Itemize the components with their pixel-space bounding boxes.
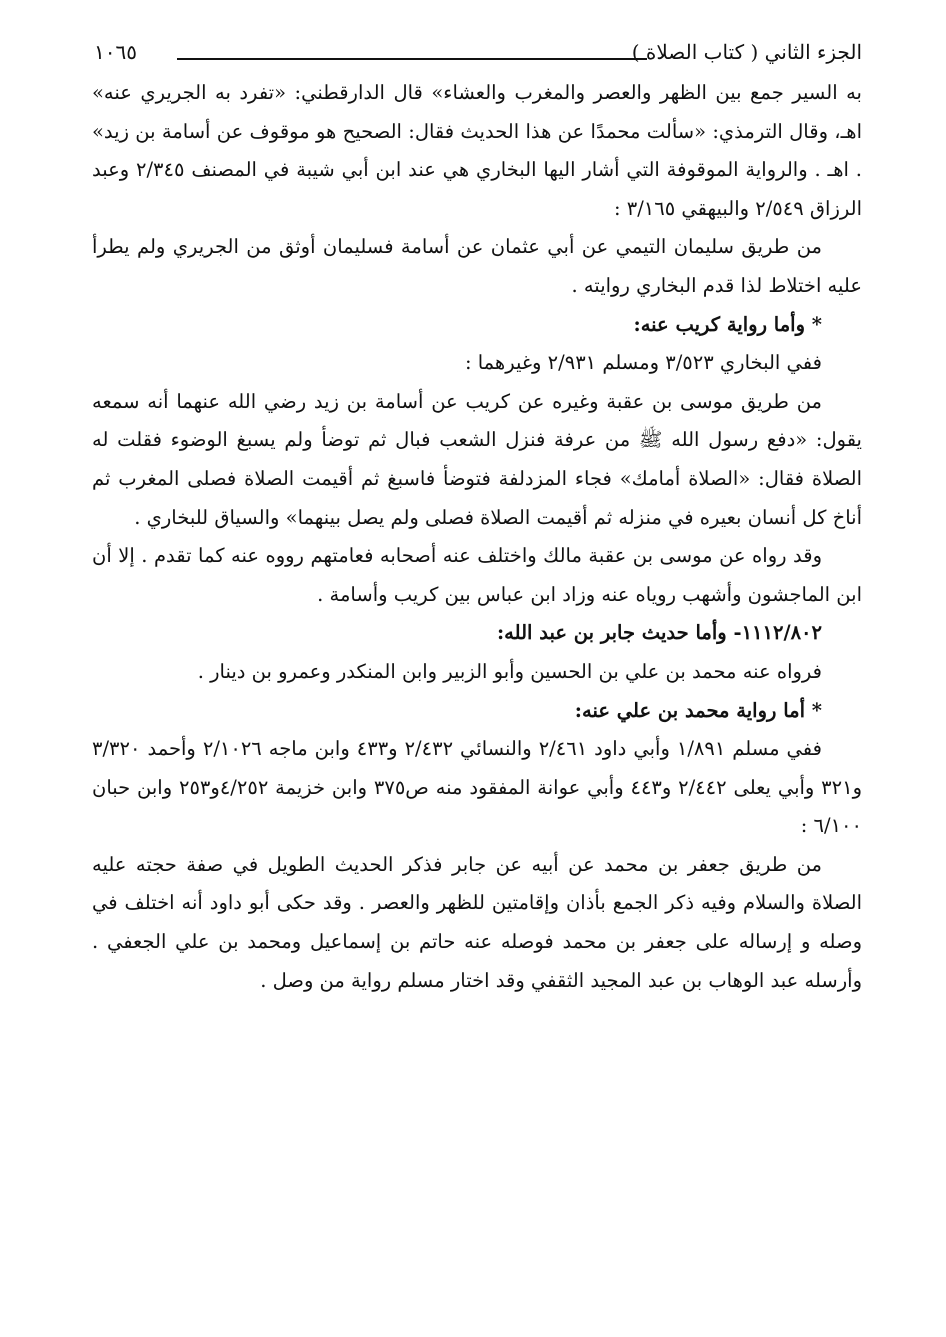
running-title: الجزء الثاني ( كتاب الصلاة ): [631, 40, 862, 64]
page-header: [92, 28, 862, 74]
paragraph-continuation: به السير جمع بين الظهر والعصر والمغرب والعشاء» قال الدارقطني: «تفرد به الجريري عنه» اهـ، وقال الترمذي: «سألت محمدًا عن هذا الحديث فقال: الصحيح هو موقوف عن أسامة بن زيد» . اهـ . والرواية الموقوفة التي أشار اليها البخاري هي عند ابن أبي شيبة في المصنف ٢/٣٤٥ وعبد الرزاق ٢/٥٤٩ والبيهقي ٣/١٦٥ :: [92, 81, 862, 220]
paragraph-sulayman-chain: من طريق سليمان التيمي عن أبي عثمان عن أسامة فسليمان أوثق من الجريري ولم يطرأ عليه اختلاط لذا قدم البخاري روايته .: [92, 235, 862, 297]
paragraph-muhammad-sources: ففي مسلم ١/٨٩١ وأبي داود ٢/٤٦١ والنسائي ٢/٤٣٢ و٤٣٣ وابن ماجه ٢/١٠٢٦ وأحمد ٣/٣٢٠ و٣٢١ وأبي يعلى ٢/٤٤٢ و٤٤٣ وأبي عوانة المفقود منه ص٣٧٥ وابن خزيمة ٤/٢٥٢و٢٥٣ وابن حبان ٦/١٠٠ :: [92, 737, 863, 838]
section-heading-kurayb: * وأما رواية كريب عنه:: [633, 312, 822, 336]
paragraph-jafar-chain: من طريق جعفر بن محمد عن أبيه عن جابر فذكر الحديث الطويل في صفة حجته عليه الصلاة والسلام وفيه ذكر الجمع بأذان وإقامتين للظهر والعصر . وقد حكى أبو داود أنه اختلف في وصله و إرساله على جعفر بن محمد فوصله عنه حاتم بن إسماعيل ومحمد بن علي الجعفي . وأرسله عبد الوهاب بن عبد المجيد الثقفي وقد اختار مسلم رواية من وصل .: [92, 852, 862, 992]
page-number: ١٠٦٥: [94, 40, 137, 64]
paragraph-malik-variants: وقد رواه عن موسى بن عقبة مالك واختلف عنه أصحابه فعامتهم رووه عنه كما تقدم . إلا أن ابن الماجشون وأشهب روياه عنه وزاد ابن عباس بين كريب وأسامة .: [92, 544, 862, 606]
paragraph-kurayb-hadith: من طريق موسى بن عقبة وغيره عن كريب عن أسامة بن زيد رضي الله عنهما أنه سمعه يقول: «دفع رسول الله ﷺ من عرفة فنزل الشعب فبال ثم توضأ ولم يسبغ الوضوء فقلت له الصلاة فقال: «الصلاة أمامك» فجاء المزدلفة فتوضأ فاسبغ ثم أقيمت الصلاة فصلى المغرب ثم أناخ كل أنسان بعيره في منزله ثم أقيمت الصلاة فصلى ولم يصل بينهما» والسياق للبخاري .: [92, 389, 862, 529]
page-body: [92, 74, 862, 1000]
book-page: [92, 28, 862, 1318]
header-rule: [177, 58, 647, 60]
paragraph-kurayb-sources: ففي البخاري ٣/٥٢٣ ومسلم ٢/٩٣١ وغيرهما :: [464, 351, 822, 375]
paragraph-jabir-narrators: فرواه عنه محمد بن علي بن الحسين وأبو الزبير وابن المنكدر وعمرو بن دينار .: [197, 659, 822, 683]
section-heading-jabir: ١١١٢/٨٠٢- وأما حديث جابر بن عبد الله:: [496, 621, 822, 645]
section-heading-muhammad-ibn-ali: * أما رواية محمد بن علي عنه:: [574, 698, 822, 722]
